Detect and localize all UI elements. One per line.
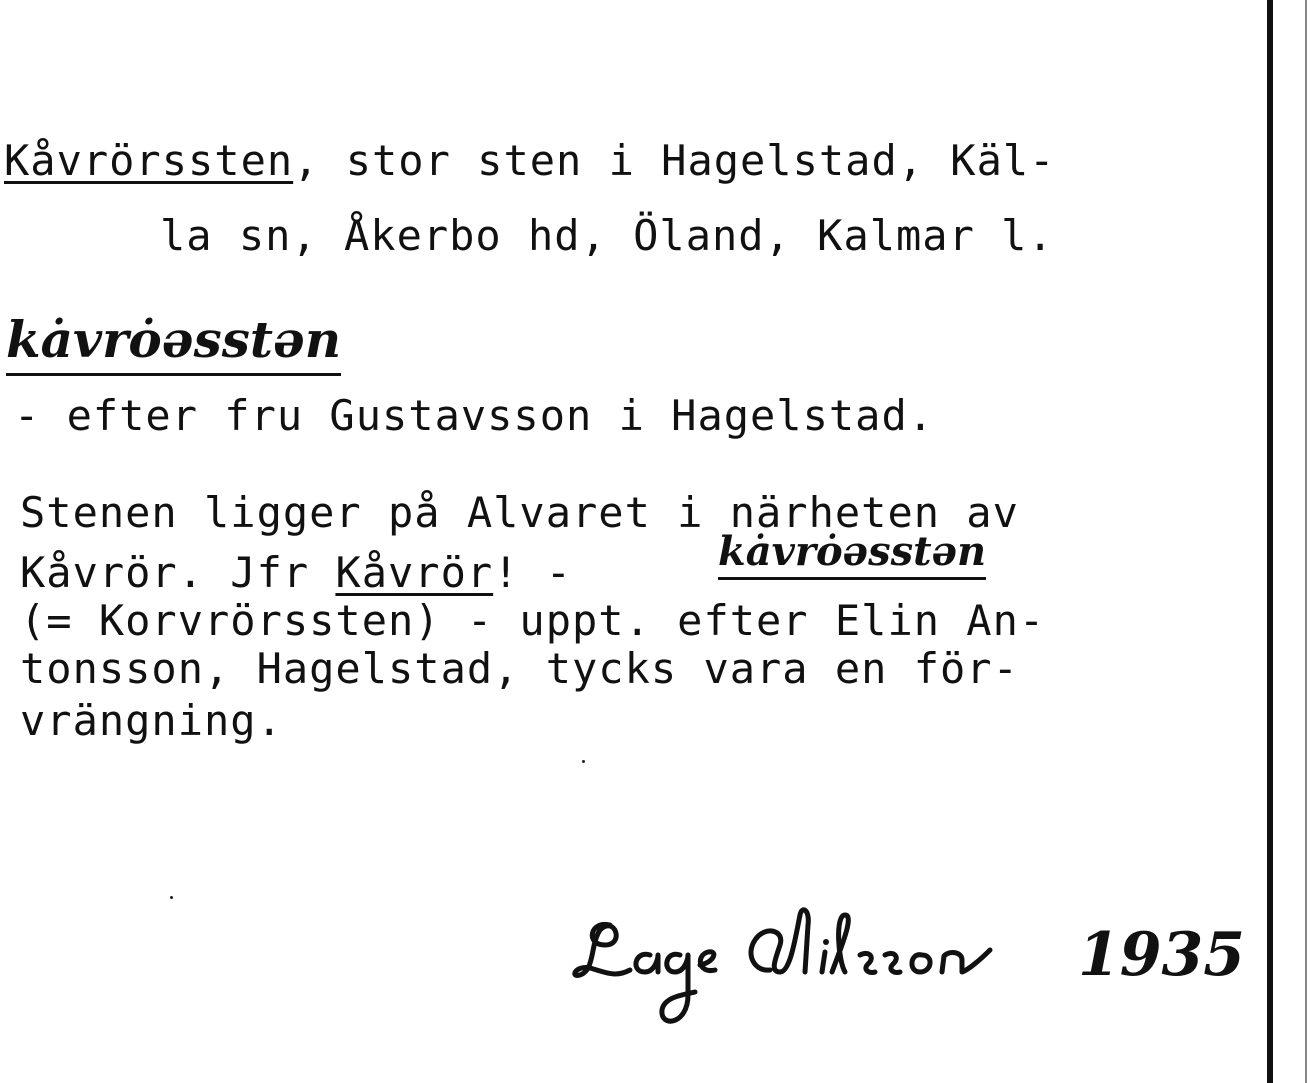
note-line-5: vrängning. bbox=[20, 696, 283, 745]
headword: Kåvrörssten bbox=[4, 136, 294, 185]
cross-reference: Kåvrör bbox=[335, 548, 494, 597]
note-line-2 bbox=[20, 548, 573, 597]
scan-edge-line bbox=[1305, 0, 1307, 1083]
signature-drawing bbox=[570, 900, 1040, 1030]
entry-line-1 bbox=[4, 136, 1056, 185]
entry-line-2: la sn, Åkerbo hd, Öland, Kalmar l. bbox=[160, 211, 1054, 260]
note-line-1: Stenen ligger på Alvaret i närheten av bbox=[20, 488, 1019, 537]
note-line-2-start: Kåvrör. Jfr bbox=[20, 548, 336, 597]
card-edge-line bbox=[1267, 0, 1273, 1083]
signature-year: 1935 bbox=[1078, 920, 1245, 990]
note-line-4: tonsson, Hagelstad, tycks vara en för- bbox=[20, 644, 1019, 693]
handwritten-pronunciation: kȧvrȯəsstən bbox=[6, 310, 341, 376]
note-line-3: (= Korvrörssten) - uppt. efter Elin An- bbox=[20, 596, 1046, 645]
source-line: - efter fru Gustavsson i Hagelstad. bbox=[14, 391, 935, 440]
note-line-2-mid: ! - bbox=[493, 548, 573, 597]
scan-speck bbox=[170, 896, 173, 899]
entry-line-1-rest: , stor sten i Hagelstad, Käl- bbox=[293, 136, 1056, 185]
scan-speck bbox=[582, 760, 585, 763]
handwritten-pronunciation-inline: kȧvrȯəsstən bbox=[718, 528, 986, 580]
